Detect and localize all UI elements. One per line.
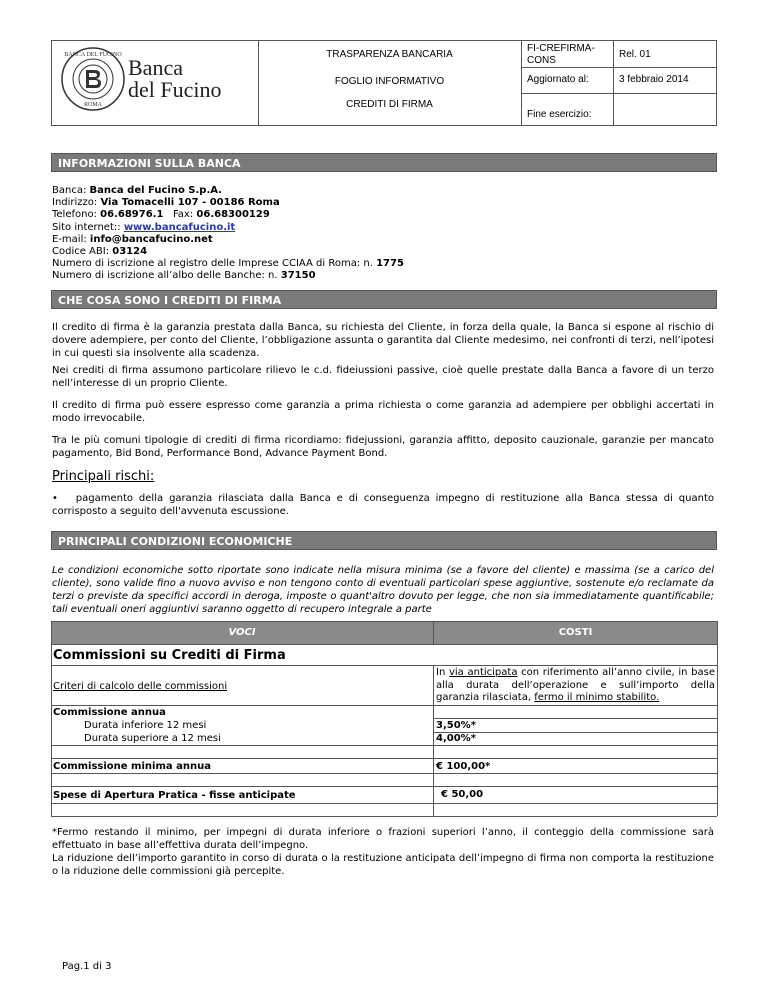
column-voci: VOCI [228, 627, 256, 638]
group-title: Commissioni su Crediti di Firma [53, 648, 286, 663]
logo-line-1: Banca [128, 55, 183, 80]
updated-label: Aggiornato al: [527, 74, 589, 85]
bank-logo-text [128, 57, 222, 101]
risk-item [52, 492, 714, 518]
column-costi: COSTI [558, 627, 593, 638]
long-duration-value: 4,00%* [436, 733, 476, 744]
min-commission-label: Commissione minima annua [53, 761, 211, 772]
risks-title: Principali rischi: [52, 469, 155, 484]
bank-email: info@bancafucino.net [89, 233, 213, 245]
short-duration-value: 3,50%* [436, 720, 476, 731]
website-link[interactable]: www.bancafucino.it [123, 221, 236, 233]
what-paragraph-3: Il credito di firma può essere espresso come garanzia a prima richiesta o come garanzia ad adempiere per obblighi accertati in modo irrevocabile. [52, 400, 714, 424]
doc-type-label: TRASPARENZA BANCARIA [326, 49, 453, 60]
logo-line-2: del Fucino [128, 77, 222, 102]
what-paragraph-4: Tra le più comuni tipologie di crediti di firma ricordiamo: fidejussioni, garanzia affitto, deposito cauzionale, garanzie per mancato pagamento, Bid Bond, Performance Bond, Advance Payment Bond. [52, 435, 714, 459]
bank-albo: 37150 [280, 270, 316, 282]
product-label: CREDITI DI FIRMA [346, 99, 433, 110]
footnote-1: *Fermo restando il minimo, per impegni di durata inferiore o frazioni superiori l’anno, il conteggio della commissione sarà effettuato in base all’effettiva durata dell’impegno. [52, 827, 714, 851]
conditions-intro: Le condizioni economiche sotto riportate sono indicate nella misura minima (se a favore del cliente) e massima (se a carico del cliente), sono valide fino a nuovo avviso e non tengono conto di eventuali particolari spese aggiuntive, sostenute e/o reclamate da terzi o previste da specifici accordi in deroga, imposte o quant'altro dovuto per legge, che non sia immediatamente quantificabile; tali eventuali oneri aggiuntivi saranno oggetto di recupero integrale a parte [52, 565, 714, 615]
page-number: Pag.1 di 3 [62, 961, 112, 972]
section-what-title: CHE COSA SONO I CREDITI DI FIRMA [51, 290, 717, 309]
section-conditions-title: PRINCIPALI CONDIZIONI ECONOMICHE [51, 531, 717, 550]
bank-name: Banca del Fucino S.p.A. [89, 185, 222, 196]
year-end-label: Fine esercizio: [527, 109, 592, 120]
release-label: Rel. 01 [619, 49, 651, 60]
footnote-2: La riduzione dell’importo garantito in corso di durata o la restituzione anticipata dell’impegno di firma non comporta la restituzione o la riduzione delle commissioni già percepite. [52, 853, 714, 877]
section-info-title: INFORMAZIONI SULLA BANCA [51, 153, 717, 172]
annual-commission-label: Commissione annua [53, 707, 166, 718]
sheet-label: FOGLIO INFORMATIVO [334, 76, 445, 87]
what-paragraph-1: Il credito di firma è la garanzia prestata dalla Banca, su richiesta del Cliente, in forza della quale, la Banca si espone al rischio di dovere adempiere, per conto del Cliente, l’obbligazione assunta o garantita dal Cliente medesimo, nei confronti di terzi, nell’ipotesi in cui questi sia insolvente alla scadenza. [52, 322, 714, 359]
svg-text:ROMA: ROMA [83, 102, 103, 108]
bank-abi: 03124 [112, 246, 148, 258]
bullet-icon: • [52, 493, 58, 504]
bank-info: Banca: Banca del Fucino S.p.A. Indirizzo: Via Tomacelli 107 - 00186 Roma Telefono: 06.68976.1 Fax: 06.68300129 Sito internet:: www.bancafucino.it E-mail: info@bancafucino.net Codice ABI: 03124 Numero di iscrizione al registro delle Imprese CCIAA di Roma: n. 1775 Numero di iscrizione all’albo delle Banche: n. 37150 [52, 185, 404, 282]
risk-text: pagamento della garanzia rilasciata dalla Banca e di conseguenza impegno di restituzione alla Banca stessa di quanto corrisposto a seguito dell'avvenuta escussione. [52, 493, 714, 517]
short-duration-label: Durata inferiore 12 mesi [84, 720, 207, 731]
opening-fee-label: Spese di Apertura Pratica - fisse anticipate [53, 790, 296, 801]
bank-phone: 06.68976.1 [100, 209, 164, 221]
bank-fax: 06.68300129 [196, 209, 270, 221]
opening-fee-value: € 50,00 [441, 789, 484, 800]
updated-value: 3 febbraio 2014 [619, 74, 689, 85]
bank-seal-icon [60, 46, 126, 112]
doc-code: FI-CREFIRMA-CONS [527, 43, 595, 66]
bank-address: Via Tomacelli 107 - 00186 Roma [100, 197, 280, 209]
svg-text:BANCA DEL FUCINO: BANCA DEL FUCINO [64, 52, 122, 58]
what-paragraph-2: Nei crediti di firma assumono particolare rilievo le c.d. fideiussioni passive, cioè quelle prestate dalla Banca a favore di un terzo nell’interesse di un proprio Cliente. [52, 365, 714, 389]
long-duration-label: Durata superiore a 12 mesi [84, 733, 221, 744]
criteria-label: Criteri di calcolo delle commissioni [53, 681, 228, 692]
min-commission-value: € 100,00* [436, 761, 491, 772]
bank-cciaa: 1775 [376, 258, 404, 270]
criteria-text: In via anticipata con riferimento all’anno civile, in base alla durata dell’operazione e sull’importo della garanzia rilasciata, fermo il minimo stabilito. [436, 667, 716, 703]
